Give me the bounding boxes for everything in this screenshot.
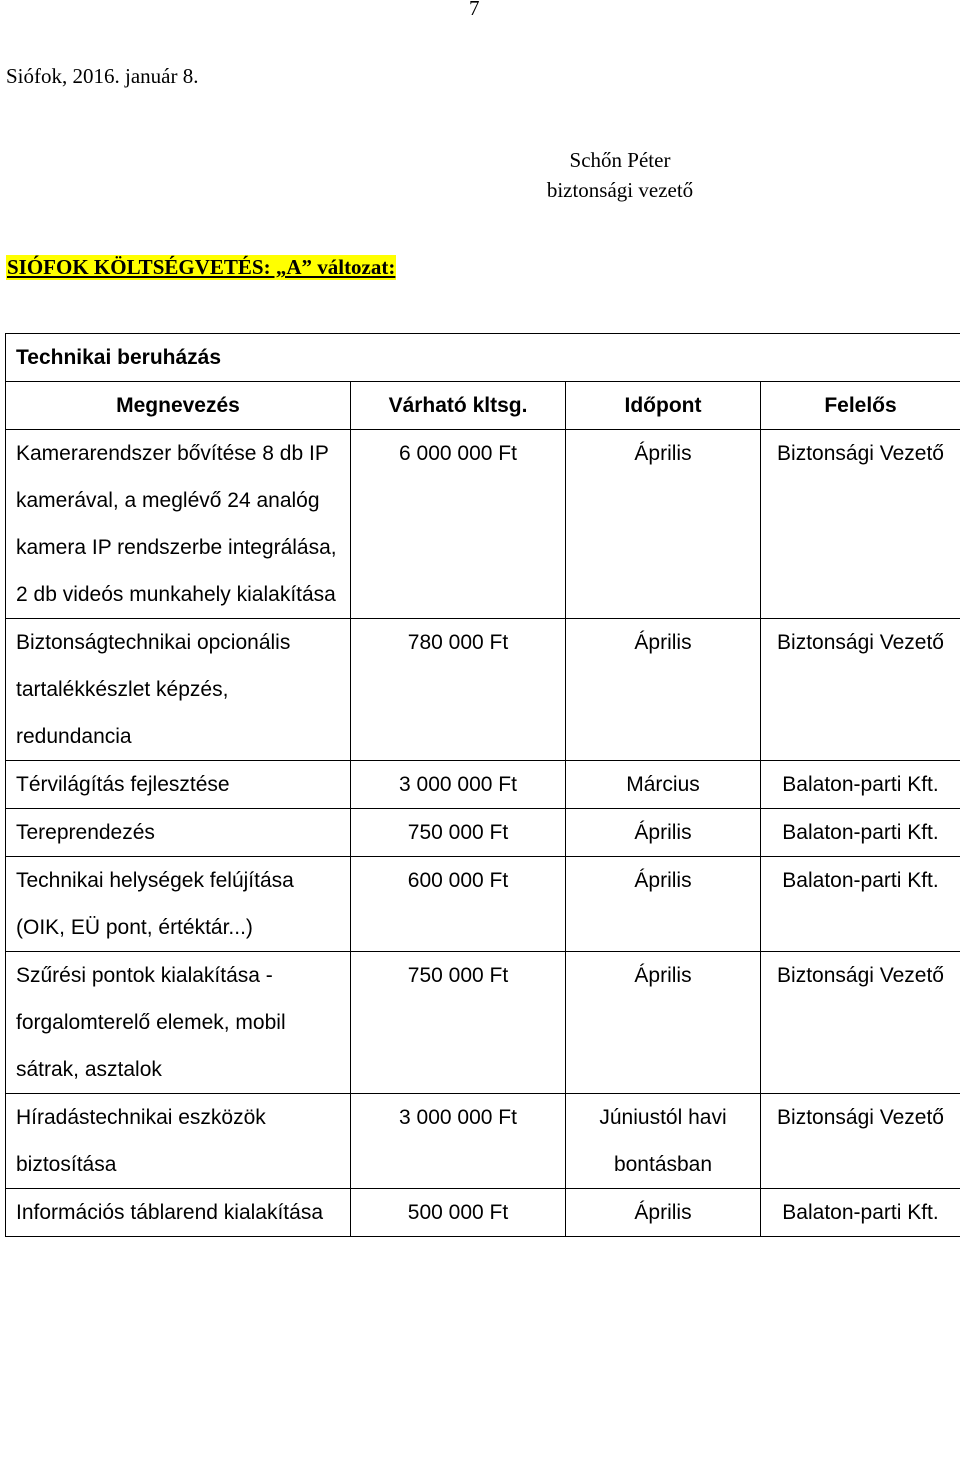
signatory-name: Schőn Péter	[569, 148, 671, 172]
cell-name: Kamerarendszer bővítése 8 db IP kamerával, a meglévő 24 analóg kamera IP rendszerbe integrálása, 2 db videós munkahely kialakítása	[6, 430, 351, 619]
cell-name: Tereprendezés	[6, 809, 351, 857]
cell-responsible: Biztonsági Vezető	[761, 430, 960, 619]
cell-date: Júniustól havi bontásban	[566, 1094, 761, 1189]
place-date: Siófok, 2016. január 8.	[6, 64, 199, 88]
cell-responsible: Balaton-parti Kft.	[761, 1189, 960, 1237]
header-name: Megnevezés	[6, 382, 351, 430]
cell-name: Híradástechnikai eszközök biztosítása	[6, 1094, 351, 1189]
table-section-row	[6, 334, 960, 382]
table-row	[6, 761, 960, 809]
cell-cost: 600 000 Ft	[351, 857, 566, 952]
cell-cost: 750 000 Ft	[351, 809, 566, 857]
table-row	[6, 430, 960, 619]
cell-name: Térvilágítás fejlesztése	[6, 761, 351, 809]
cell-date: Április	[566, 952, 761, 1094]
cell-date: Március	[566, 761, 761, 809]
cell-name: Szűrési pontok kialakítása - forgalomterelő elemek, mobil sátrak, asztalok	[6, 952, 351, 1094]
cell-date: Április	[566, 1189, 761, 1237]
table-row	[6, 1094, 960, 1189]
cell-cost: 500 000 Ft	[351, 1189, 566, 1237]
cell-responsible: Balaton-parti Kft.	[761, 809, 960, 857]
cell-date: Április	[566, 809, 761, 857]
cell-date: Április	[566, 619, 761, 761]
signature-block	[520, 145, 720, 205]
header-date: Időpont	[566, 382, 761, 430]
cell-responsible: Biztonsági Vezető	[761, 619, 960, 761]
table-header-row	[6, 382, 960, 430]
cell-cost: 3 000 000 Ft	[351, 1094, 566, 1189]
header-cost: Várható kltsg.	[351, 382, 566, 430]
table-row	[6, 1189, 960, 1237]
cell-responsible: Biztonsági Vezető	[761, 952, 960, 1094]
table-row	[6, 857, 960, 952]
cell-cost: 3 000 000 Ft	[351, 761, 566, 809]
table-section-label: Technikai beruházás	[6, 334, 960, 382]
cell-name: Információs táblarend kialakítása	[6, 1189, 351, 1237]
signatory-title: biztonsági vezető	[546, 178, 694, 202]
cell-name: Biztonságtechnikai opcionális tartalékkészlet képzés, redundancia	[6, 619, 351, 761]
cell-responsible: Balaton-parti Kft.	[761, 857, 960, 952]
cell-cost: 6 000 000 Ft	[351, 430, 566, 619]
table-row	[6, 619, 960, 761]
header-responsible: Felelős	[761, 382, 960, 430]
table-row	[6, 952, 960, 1094]
cell-responsible: Balaton-parti Kft.	[761, 761, 960, 809]
cell-cost: 750 000 Ft	[351, 952, 566, 1094]
cell-date: Április	[566, 430, 761, 619]
cell-date: Április	[566, 857, 761, 952]
cell-cost: 780 000 Ft	[351, 619, 566, 761]
page-number: 7	[469, 0, 480, 20]
table-row	[6, 809, 960, 857]
section-title: SIÓFOK KÖLTSÉGVETÉS: „A” változat:	[7, 255, 396, 279]
budget-table	[5, 333, 960, 1237]
cell-responsible: Biztonsági Vezető	[761, 1094, 960, 1189]
cell-name: Technikai helységek felújítása (OIK, EÜ pont, értéktár...)	[6, 857, 351, 952]
